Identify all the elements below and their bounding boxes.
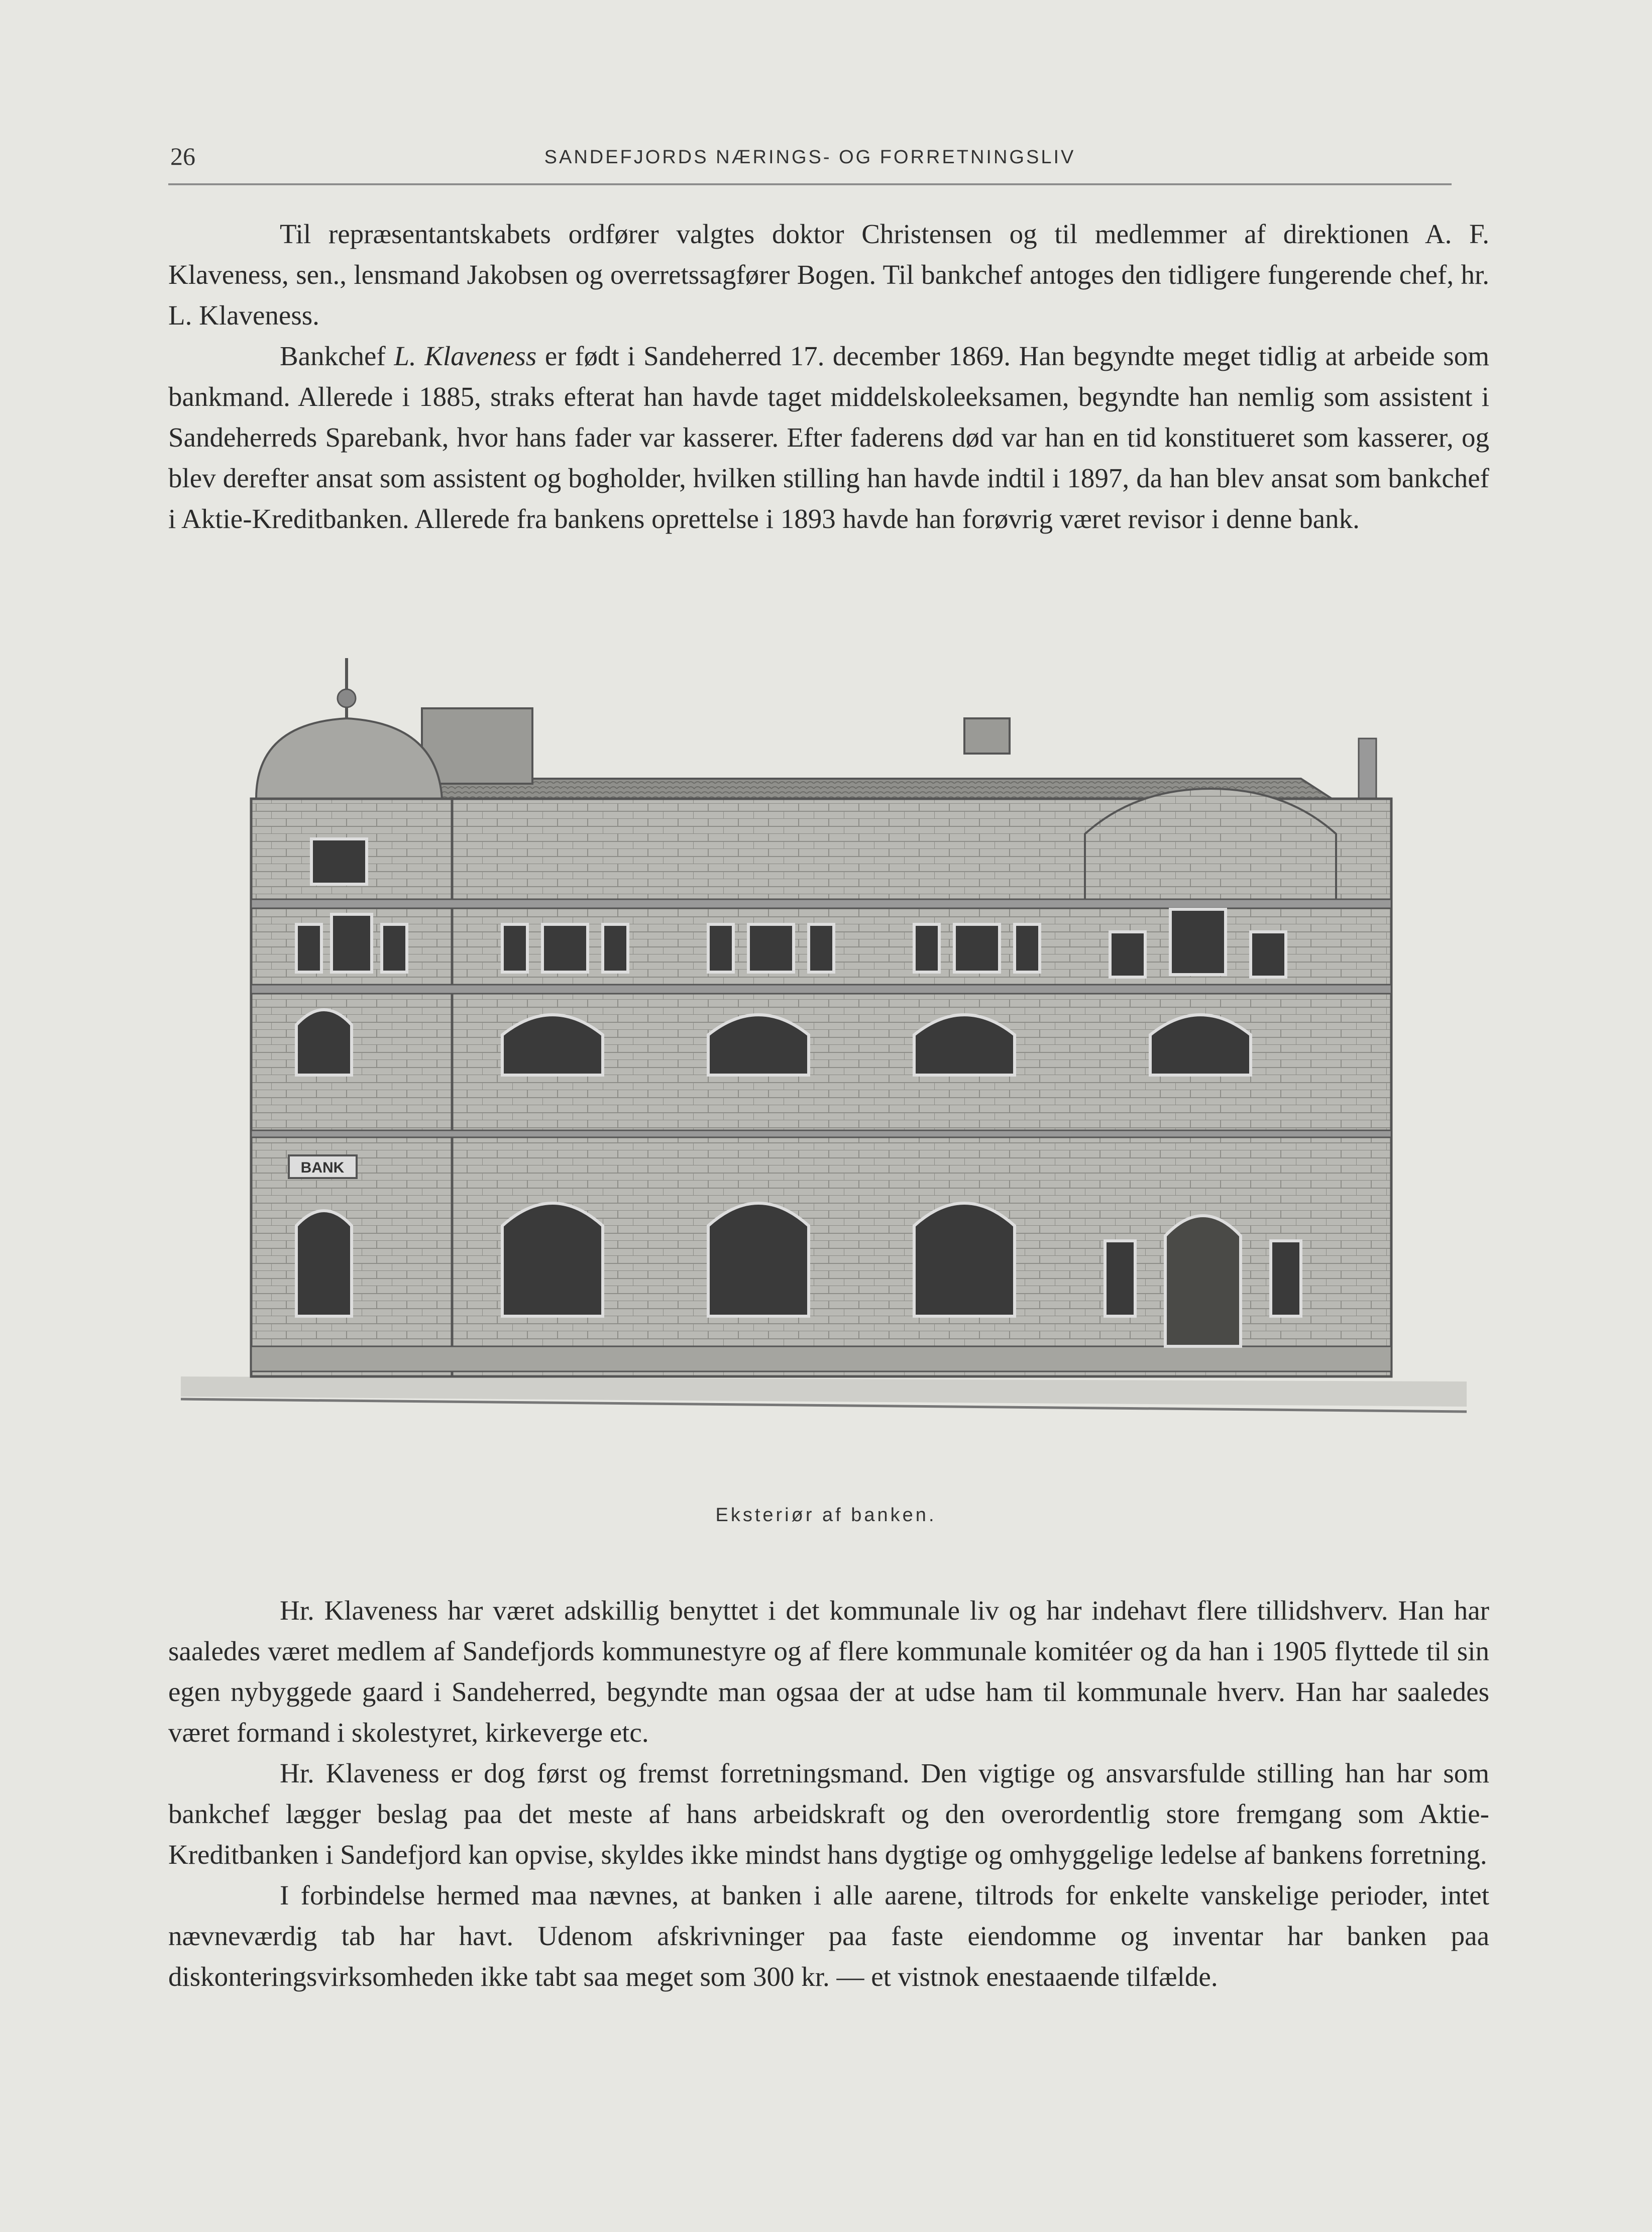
running-head — [168, 142, 1452, 172]
header-rule — [168, 183, 1452, 185]
bottom-text — [168, 1590, 1489, 1997]
entrance-door — [1165, 1216, 1241, 1346]
running-title: SANDEFJORDS NÆRINGS- OG FORRETNINGSLIV — [544, 147, 1076, 168]
bank-building-illustration — [181, 623, 1467, 1437]
roof-vent — [964, 718, 1010, 754]
chimney — [422, 708, 532, 784]
figure-caption: Eksteriør af banken. — [715, 1505, 937, 1526]
paragraph: Hr. Klaveness er dog først og fremst forretningsmand. Den vigtige og ansvarsfulde stilling han har som bankchef lægger beslag paa det meste af hans arbeidskraft og den overordentlig store fremgang som Aktie-Kreditbanken i Sandefjord kan opvise, skyldes ikke mindst hans dygtige og omhyggelige ledelse af bankens forretning. — [168, 1758, 1489, 1870]
top-text — [168, 214, 1489, 539]
paragraph: I forbindelse hermed maa nævnes, at banken i alle aarene, tiltrods for enkelte vanskelige perioder, intet nævneværdig tab har havt. Udenom afskrivninger paa faste eiendomme og inventar har banken paa diskonteringsvirksomheden ikke tabt saa meget som 300 kr. — et vistnok enestaaende tilfælde. — [168, 1880, 1489, 1992]
tower-dome — [256, 718, 442, 799]
page-number: 26 — [170, 142, 195, 170]
paragraph — [168, 336, 1489, 539]
bank-sign-text: BANK — [300, 1159, 345, 1176]
person-name: L. Klaveness — [394, 341, 537, 371]
paragraph: Hr. Klaveness har været adskillig benyttet i det kommunale liv og har indehavt flere tillidshverv. Han har saaledes været medlem af Sandefjords kommunestyre og af flere kommunale komitéer og da han i 1905 flyttede til sin egen nybyggede gaard i Sandeherred, begyndte man ogsaa der at udse ham til kommunale hverv. Han har saaledes været formand i skolestyret, kirkeverge etc. — [168, 1595, 1489, 1748]
paragraph-lead: Bankchef — [280, 341, 394, 371]
paragraph: Til repræsentantskabets ordfører valgtes doktor Christensen og til medlemmer af direktionen A. F. Klaveness, sen., lensmand Jakobsen og overretssagfører Bogen. Til bankchef antoges den tidligere fungerende chef, hr. L. Klaveness. — [168, 219, 1489, 331]
paragraph-rest: er født i Sandeherred 17. december 1869. Han begyndte meget tidlig at arbeide som bankmand. Allerede i 1885, straks efterat han havde taget middelskoleeksamen, begyndte han nemlig som assistent i Sandeherreds Sparebank, hvor hans fader var kasserer. Efter faderens død var han en tid konstitueret som kasserer, og blev derefter ansat som assistent og bogholder, hvilken stilling han havde indtil i 1897, da han blev ansat som bankchef i Aktie-Kreditbanken. Allerede fra bankens oprettelse i 1893 havde han forøvrig været revisor i denne bank. — [168, 341, 1489, 534]
